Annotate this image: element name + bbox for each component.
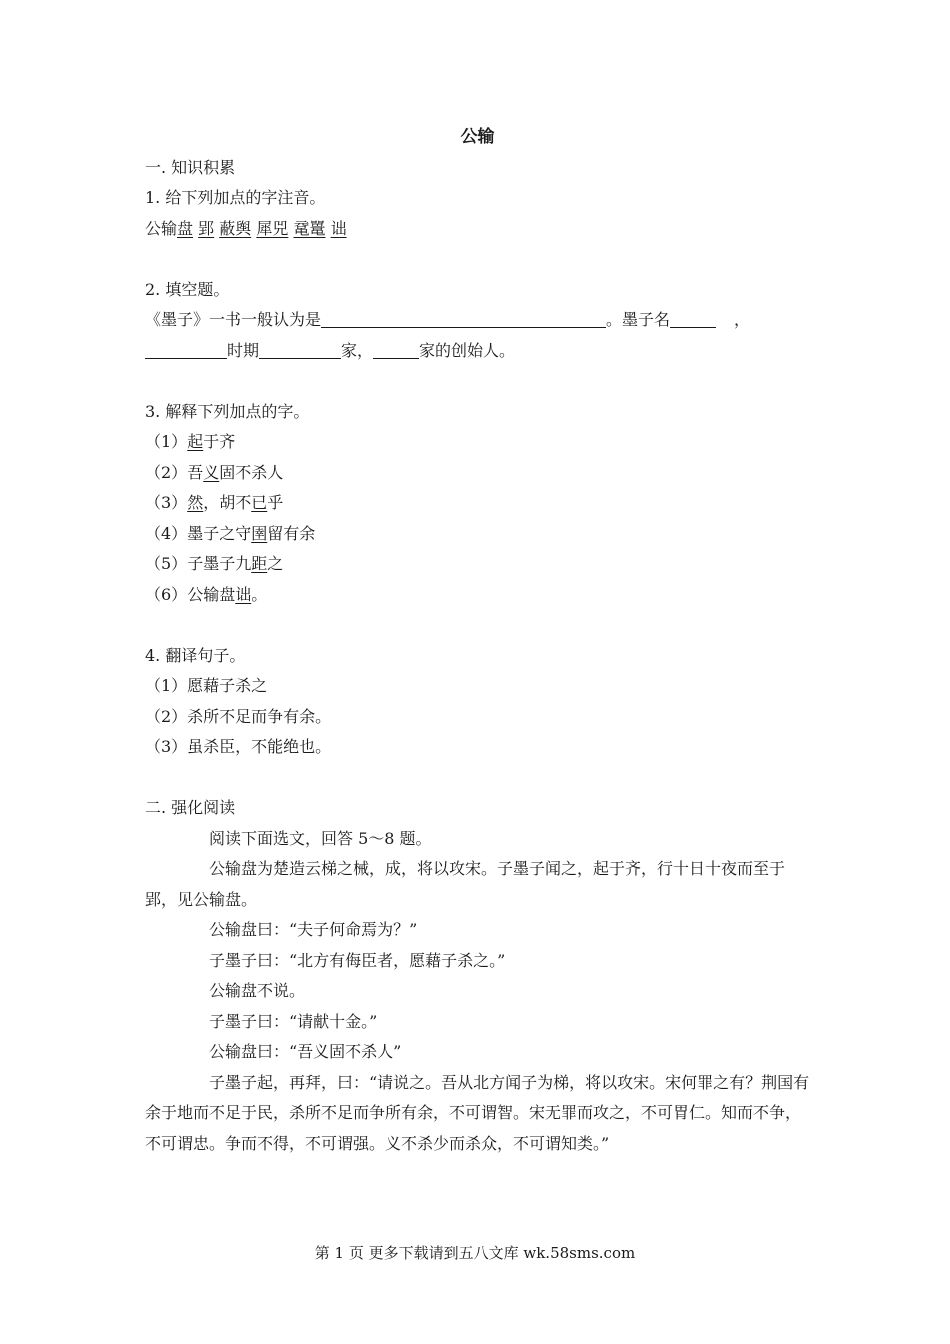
answer-blank[interactable] [145,340,227,359]
word-item: 鼋鼍 [293,218,326,238]
list-item: （3）虽杀臣，不能绝也。 [145,737,332,756]
question-4-prompt: 4. 翻译句子。 [145,645,246,665]
page-footer: 第 1 页 更多下载请到五八文库 wk.58sms.com [314,1244,636,1262]
question-2-prompt: 2. 填空题。 [145,279,230,299]
dialogue-line: 子墨子曰：“请献十金。” [209,1011,378,1031]
list-item: （2）吾义固不杀人 [145,462,284,482]
dialogue-line: 公输盘曰：“夫子何命焉为？” [209,920,418,939]
answer-blank[interactable] [259,340,341,359]
list-item: （2）杀所不足而争有余。 [145,706,332,726]
reading-paragraph: 公输盘为楚造云梯之械，成，将以攻宋。子墨子闻之，起于齐，行十日十夜而至于郢，见公输盘。 [145,859,786,909]
reading-paragraph: 子墨子起，再拜，曰：“请说之。吾从北方闻子为梯，将以攻宋。宋何罪之有？荆国有余于地而不足于民，杀所不足而争所有余，不可谓智。宋无罪而攻之，不可胃仁。知而不争，不可谓忠。争而不得，不可谓强。义不杀少而杀众，不可谓知类。” [145,1072,810,1153]
dialogue-line: 公输盘不说。 [209,981,306,1000]
list-item: （4）墨子之守圉留有余 [145,523,316,543]
list-item: （6）公输盘诎。 [145,584,268,604]
word-item: 蔽舆 [219,218,252,238]
answer-blank[interactable] [670,309,716,328]
question-3-prompt: 3. 解释下列加点的字。 [145,401,310,421]
list-item: （3）然，胡不已乎 [145,493,284,512]
word-item: 盘 [177,218,194,238]
list-item: （1）愿藉子杀之 [145,676,268,695]
list-item: （1）起于齐 [145,432,236,451]
dialogue-line: 公输盘曰：“吾义固不杀人” [209,1042,402,1061]
list-item: （5）子墨子九距之 [145,554,284,573]
word-item: 诎 [330,218,347,238]
page-title: 公输 [460,127,495,147]
document-body [145,122,810,1159]
question-1-words: 公输盘 郢 蔽舆 犀兕 鼋鼍 诎 [145,218,347,238]
question-2-line-1: 《墨子》一书一般认为是 。墨子名 ， [145,310,751,329]
answer-blank[interactable] [373,340,419,359]
dialogue-line: 子墨子曰：“北方有侮臣者，愿藉子杀之。” [209,950,506,970]
word-item: 犀兕 [256,218,289,238]
answer-blank[interactable] [321,309,606,328]
word-item: 郢 [198,218,215,238]
question-2-line-2: 时期 家， 家的创始人。 [145,336,810,367]
question-1-prompt: 1. 给下列加点的字注音。 [145,188,326,207]
reading-intro: 阅读下面选文，回答 5～8 题。 [209,828,432,848]
section-heading-reading: 二. 强化阅读 [145,798,236,817]
section-heading-knowledge: 一. 知识积累 [145,157,236,177]
